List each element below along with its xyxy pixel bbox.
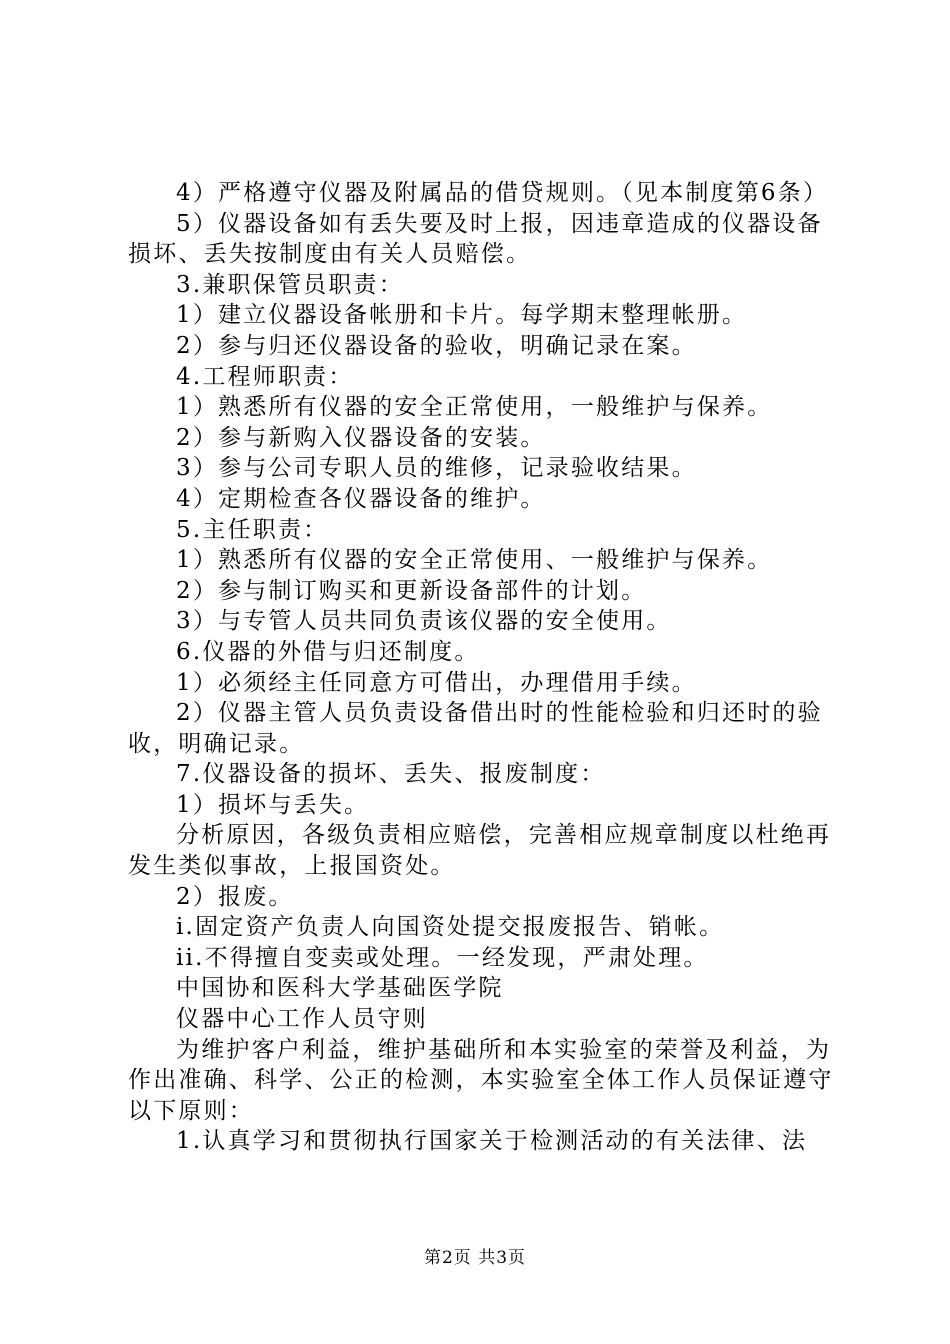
- paragraph-director-item-2: 2）参与制订购买和更新设备部件的计划。: [176, 577, 647, 604]
- paragraph-lending-item-2: 2）仪器主管人员负责设备借出时的性能检验和归还时的验收，明确记录。: [128, 700, 823, 757]
- paragraph-custodian-item-2: 2）参与归还仪器设备的验收，明确记录在案。: [176, 332, 697, 359]
- paragraph-engineer-item-4: 4）定期检查各仪器设备的维护。: [176, 485, 546, 512]
- paragraph-director-item-3: 3）与专管人员共同负责该仪器的安全使用。: [176, 608, 672, 635]
- institution-name: 中国协和医科大学基础医学院: [176, 975, 504, 1002]
- paragraph-damage-analysis: 分析原因，各级负责相应赔偿，完善相应规章制度以杜绝再发生类似事故，上报国资处。: [128, 822, 832, 880]
- section-heading-lending-system: 6.仪器的外借与归还制度。: [176, 638, 480, 665]
- paragraph-lending-item-1: 1）必须经主任同意方可借出，办理借用手续。: [176, 669, 697, 696]
- section-heading-engineer-duties: 4.工程师职责：: [176, 363, 354, 390]
- paragraph-item-4-borrowing-rules: 4）严格遵守仪器及附属品的借贷规则。（见本制度第6条）: [176, 180, 829, 206]
- paragraph-engineer-item-1: 1）熟悉所有仪器的安全正常使用，一般维护与保养。: [176, 394, 773, 421]
- section-heading-director-duties: 5.主任职责：: [176, 516, 329, 543]
- section-title-staff-code: 仪器中心工作人员守则: [176, 1006, 428, 1033]
- section-heading-damage-loss-scrap: 7.仪器设备的损坏、丢失、报废制度：: [176, 761, 606, 788]
- page-number-footer: 第2页 共3页: [423, 1248, 527, 1268]
- paragraph-scrap-subitem-i: i.固定资产负责人向国资处提交报废报告、销帐。: [176, 914, 725, 941]
- paragraph-staff-code-item-1: 1.认真学习和贯彻执行国家关于检测活动的有关法律、法: [176, 1128, 808, 1155]
- paragraph-staff-code-intro: 为维护客户利益，维护基础所和本实验室的荣誉及利益，为作出准确、科学、公正的检测，本实验室全体工作人员保证遵守以下原则：: [128, 1036, 834, 1124]
- document-body: [128, 178, 834, 1157]
- paragraph-item-5-loss-report: 5）仪器设备如有丢失要及时上报，因违章造成的仪器设备损坏、丢失按制度由有关人员赔偿。: [128, 210, 823, 268]
- paragraph-engineer-item-2: 2）参与新购入仪器设备的安装。: [176, 424, 546, 451]
- paragraph-director-item-1: 1）熟悉所有仪器的安全正常使用、一般维护与保养。: [176, 547, 773, 574]
- paragraph-custodian-item-1: 1）建立仪器设备帐册和卡片。每学期末整理帐册。: [176, 302, 748, 329]
- paragraph-damage-item-1: 1）损坏与丢失。: [176, 791, 370, 818]
- paragraph-engineer-item-3: 3）参与公司专职人员的维修，记录验收结果。: [176, 455, 697, 482]
- section-heading-custodian-duties: 3.兼职保管员职责：: [176, 271, 404, 298]
- paragraph-scrap-subitem-ii: ii.不得擅自变卖或处理。一经发现，严肃处理。: [176, 944, 709, 971]
- paragraph-scrap-item-2: 2）报废。: [176, 883, 294, 910]
